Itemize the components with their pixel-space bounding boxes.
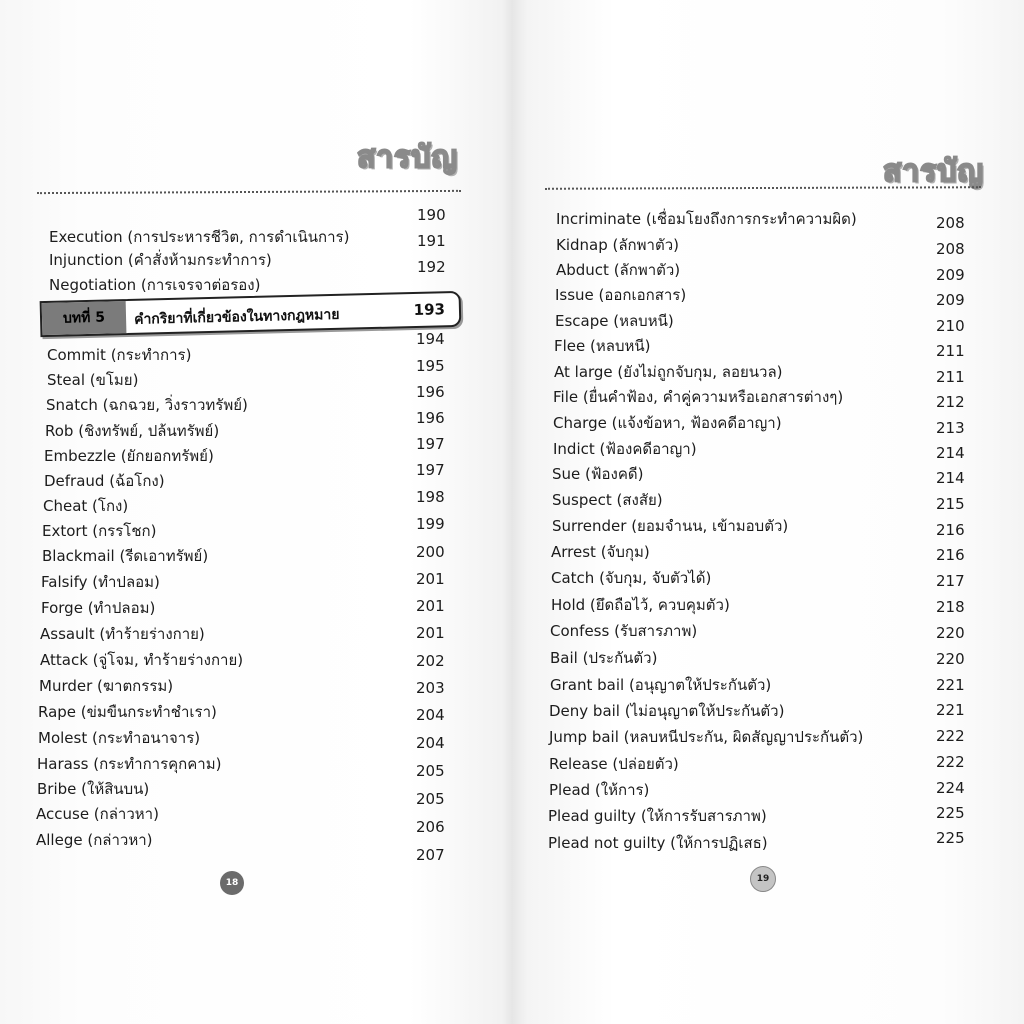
toc-entry: Plead (ให้การ) [549,781,650,799]
chapter-page-number: 193 [413,300,446,320]
toc-page-number: 201 [416,570,445,588]
toc-page-number: 224 [936,779,965,797]
toc-entry: Grant bail (อนุญาตให้ประกันตัว) [550,676,772,694]
toc-page-number: 213 [936,419,965,437]
toc-entry: Injunction (คำสั่งห้ามกระทำการ) [49,251,272,269]
chapter-label: บทที่ 5 [42,301,127,335]
toc-page-number: 221 [936,701,965,719]
toc-page-number: 205 [416,762,445,780]
toc-page-number: 199 [416,515,445,533]
right-page [520,0,1024,1024]
toc-entry: Murder (ฆาตกรรม) [39,677,174,695]
toc-page-number: 214 [936,444,965,462]
toc-page-number: 203 [416,679,445,697]
toc-page-number: 220 [936,650,965,668]
toc-entry: Forge (ทำปลอม) [41,599,156,617]
toc-page-number: 211 [936,342,965,360]
toc-entry: Charge (แจ้งข้อหา, ฟ้องคดีอาญา) [553,414,782,432]
toc-entry: Issue (ออกเอกสาร) [555,286,687,304]
toc-entry: Escape (หลบหนี) [555,312,674,330]
toc-entry: Falsify (ทำปลอม) [41,573,160,591]
toc-page-number: 208 [936,240,965,258]
toc-entry: Hold (ยึดถือไว้, ควบคุมตัว) [551,596,730,614]
toc-entry: File (ยื่นคำฟ้อง, คำคู่ความหรือเอกสารต่างๆ) [553,388,844,406]
toc-entry: Accuse (กล่าวหา) [36,805,159,823]
toc-entry: Rob (ชิงทรัพย์, ปล้นทรัพย์) [45,422,220,440]
toc-entry: Blackmail (รีดเอาทรัพย์) [42,547,209,565]
toc-entry: Abduct (ลักพาตัว) [556,261,681,279]
toc-page-number: 201 [416,624,445,642]
toc-entry: Commit (กระทำการ) [47,346,192,364]
toc-entry: Allege (กล่าวหา) [36,831,153,849]
toc-page-number: 225 [936,804,965,822]
toc-entry: Defraud (ฉ้อโกง) [44,472,165,490]
toc-entry: Flee (หลบหนี) [554,337,651,355]
toc-page-number: 216 [936,546,965,564]
toc-entry: Kidnap (ลักพาตัว) [556,236,679,254]
toc-entry: Bail (ประกันตัว) [550,649,658,667]
chapter-5-banner [40,291,462,337]
toc-page-number: 196 [416,383,445,401]
toc-page-number: 225 [936,829,965,847]
toc-entry: Incriminate (เชื่อมโยงถึงการกระทำความผิด) [556,210,857,228]
toc-page-number: 201 [416,597,445,615]
toc-entry: Extort (กรรโชก) [42,522,157,540]
toc-entry: Surrender (ยอมจำนน, เข้ามอบตัว) [552,517,789,535]
toc-page-number: 211 [936,368,965,386]
toc-page-number: 198 [416,488,445,506]
toc-page-number: 209 [936,291,965,309]
chapter-title: คำกริยาที่เกี่ยวข้องในทางกฎหมาย [133,306,340,328]
left-page [0,0,500,1024]
toc-page-number: 207 [416,846,445,864]
toc-page-number: 196 [416,409,445,427]
toc-page-number: 191 [417,232,446,250]
toc-entry: Assault (ทำร้ายร่างกาย) [40,625,205,643]
toc-page-number: 206 [416,818,445,836]
toc-page-number: 197 [416,435,445,453]
toc-page-number: 218 [936,598,965,616]
toc-page-number: 221 [936,676,965,694]
toc-entry: Cheat (โกง) [43,497,129,515]
toc-entry: Catch (จับกุม, จับตัวได้) [551,569,712,587]
toc-entry: Jump bail (หลบหนีประกัน, ผิดสัญญาประกันตัว) [549,728,864,746]
toc-entry: Snatch (ฉกฉวย, วิ่งราวทรัพย์) [46,396,248,414]
toc-entry: Plead guilty (ให้การรับสารภาพ) [548,807,767,825]
toc-page-number: 194 [416,330,445,348]
toc-page-number: 200 [416,543,445,561]
left-page-header: สารบัญ [357,140,458,175]
toc-page-number: 204 [416,706,445,724]
toc-entry: Negotiation (การเจรจาต่อรอง) [49,276,261,294]
toc-entry: Arrest (จับกุม) [551,543,650,561]
toc-page-number: 209 [936,266,965,284]
toc-entry: Sue (ฟ้องคดี) [552,465,644,483]
toc-entry: Embezzle (ยักยอกทรัพย์) [44,447,214,465]
right-page-number: 19 [750,866,776,892]
toc-entry: Harass (กระทำการคุกคาม) [37,755,222,773]
left-page-number: 18 [220,871,244,895]
toc-page-number: 217 [936,572,965,590]
toc-page-number: 197 [416,461,445,479]
toc-page-number: 222 [936,727,965,745]
toc-entry: Release (ปล่อยตัว) [549,755,679,773]
toc-page-number: 202 [416,652,445,670]
toc-page-number: 214 [936,469,965,487]
toc-entry: Suspect (สงสัย) [552,491,663,509]
left-header-divider [37,190,461,194]
toc-page-number: 216 [936,521,965,539]
toc-page-number: 190 [417,206,446,224]
toc-page-number: 222 [936,753,965,771]
toc-entry: Rape (ข่มขืนกระทำชำเรา) [38,703,217,721]
toc-page-number: 215 [936,495,965,513]
toc-entry: Deny bail (ไม่อนุญาตให้ประกันตัว) [549,702,785,720]
toc-page-number: 220 [936,624,965,642]
toc-page-number: 210 [936,317,965,335]
toc-entry: Steal (ขโมย) [47,371,139,389]
toc-page-number: 208 [936,214,965,232]
toc-page-number: 192 [417,258,446,276]
right-page-header: สารบัญ [883,154,984,189]
toc-page-number: 204 [416,734,445,752]
toc-entry: Execution (การประหารชีวิต, การดำเนินการ) [49,228,350,246]
toc-page-number: 212 [936,393,965,411]
toc-entry: Bribe (ให้สินบน) [37,780,150,798]
toc-page-number: 205 [416,790,445,808]
toc-entry: Plead not guilty (ให้การปฏิเสธ) [548,834,768,852]
toc-entry: Confess (รับสารภาพ) [550,622,698,640]
toc-entry: Indict (ฟ้องคดีอาญา) [553,440,697,458]
toc-entry: At large (ยังไม่ถูกจับกุม, ลอยนวล) [554,363,783,381]
toc-entry: Attack (จู่โจม, ทำร้ายร่างกาย) [40,651,244,669]
toc-page-number: 195 [416,357,445,375]
toc-entry: Molest (กระทำอนาจาร) [38,729,201,747]
